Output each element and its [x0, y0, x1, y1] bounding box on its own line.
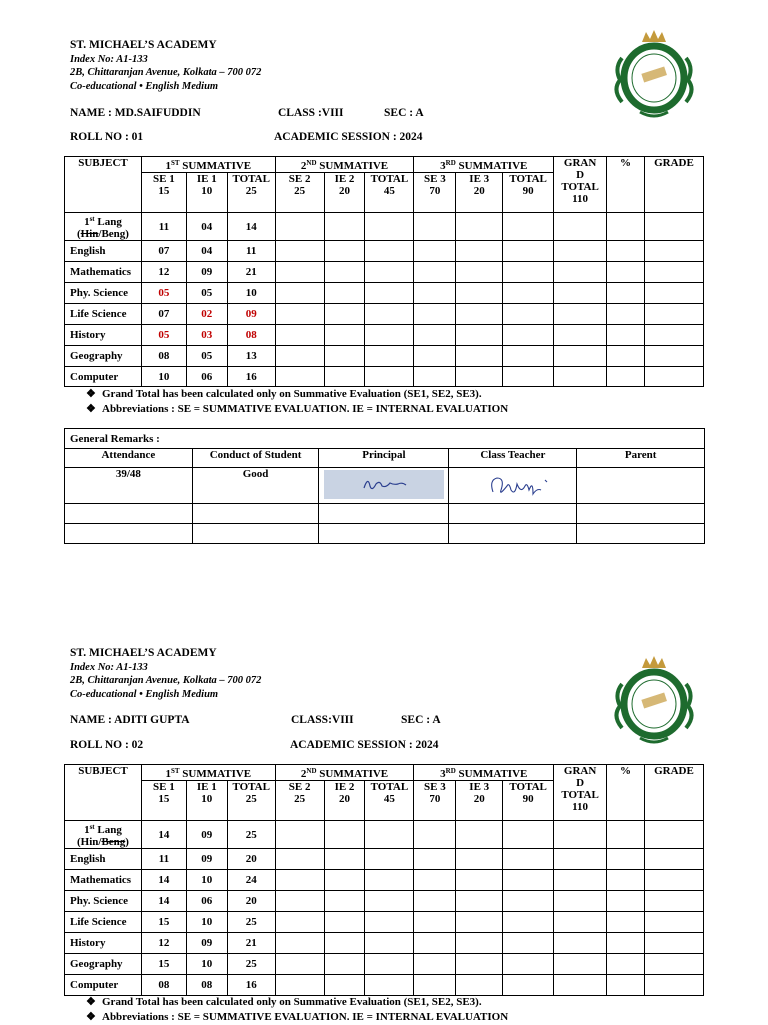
- cell-ie1: 09: [186, 849, 227, 870]
- cell-total1: 16: [227, 367, 275, 387]
- school-medium: Co-educational • English Medium: [70, 688, 219, 700]
- col-header-se1: SE 1 15: [141, 781, 186, 821]
- cell-se1: 11: [141, 213, 186, 241]
- roll-number: ROLL NO : 01: [70, 131, 144, 143]
- subject-name: Mathematics: [65, 262, 142, 283]
- table-row: [65, 346, 704, 367]
- cell-total1: 21: [227, 262, 275, 283]
- remarks-header-attendance: Attendance: [65, 449, 193, 468]
- cell-se1: 07: [141, 241, 186, 262]
- school-name: ST. MICHAEL’S ACADEMY: [70, 39, 217, 51]
- cell-se1: 14: [141, 870, 186, 891]
- principal-signature: [319, 468, 449, 504]
- subject-name: History: [65, 325, 142, 346]
- col-header-grand-total: GRAN D TOTAL 110: [554, 157, 607, 213]
- cell-se1: 14: [141, 821, 186, 849]
- school-address: 2B, Chittaranjan Avenue, Kolkata – 700 072: [70, 67, 262, 78]
- cell-ie1: 09: [186, 933, 227, 954]
- col-header-ie2: IE 2 20: [324, 781, 365, 821]
- table-row: [65, 262, 704, 283]
- cell-se1: 12: [141, 933, 186, 954]
- subject-name: Mathematics: [65, 870, 142, 891]
- student-section: SEC : A: [384, 107, 424, 119]
- cell-se1: 07: [141, 304, 186, 325]
- footnote-grand-total: ❖ Grand Total has been calculated only on Summative Evaluation (SE1, SE2, SE3).: [86, 996, 482, 1008]
- school-header: [70, 647, 261, 701]
- cell-se1: 08: [141, 975, 186, 996]
- col-header-se2: SE 2 25: [275, 173, 324, 213]
- academic-session: ACADEMIC SESSION : 2024: [290, 739, 439, 751]
- school-index: Index No: A1-133: [70, 53, 148, 65]
- col-header-ie1: IE 1 10: [186, 781, 227, 821]
- cell-ie1: 05: [186, 346, 227, 367]
- cell-se1: 05: [141, 283, 186, 304]
- table-row: [65, 912, 704, 933]
- footnotes: [86, 387, 508, 417]
- table-row: [65, 870, 704, 891]
- table-row: [65, 325, 704, 346]
- footnote-abbreviations: ❖ Abbreviations : SE = SUMMATIVE EVALUATION. IE = INTERNAL EVALUATION: [86, 1011, 509, 1023]
- col-header-ie1: IE 1 10: [186, 173, 227, 213]
- student-class: CLASS:VIII: [291, 714, 354, 726]
- marks-table: [64, 764, 704, 996]
- subject-name: 1st Lang (Hin/Beng): [65, 821, 142, 849]
- student-section: SEC : A: [401, 714, 441, 726]
- class-teacher-signature: [449, 468, 577, 504]
- cell-total1: 20: [227, 849, 275, 870]
- cell-ie1: 10: [186, 870, 227, 891]
- col-header-se3: SE 3 70: [414, 173, 456, 213]
- subject-name: 1st Lang (Hin/Beng): [65, 213, 142, 241]
- col-header-subject: SUBJECT: [65, 157, 142, 213]
- table-row: [65, 954, 704, 975]
- remarks-header-class-teacher: Class Teacher: [449, 449, 577, 468]
- col-header-ie3: IE 3 20: [456, 173, 503, 213]
- cell-ie1: 09: [186, 262, 227, 283]
- school-name: ST. MICHAEL’S ACADEMY: [70, 647, 217, 659]
- marks-table: [64, 156, 704, 387]
- remarks-header-conduct: Conduct of Student: [192, 449, 319, 468]
- cell-total1: 14: [227, 213, 275, 241]
- school-address: 2B, Chittaranjan Avenue, Kolkata – 700 072: [70, 675, 262, 686]
- cell-ie1: 05: [186, 283, 227, 304]
- subject-name: Geography: [65, 954, 142, 975]
- cell-ie1: 08: [186, 975, 227, 996]
- cell-se1: 05: [141, 325, 186, 346]
- cell-total1: 21: [227, 933, 275, 954]
- cell-ie1: 04: [186, 213, 227, 241]
- school-medium: Co-educational • English Medium: [70, 80, 219, 92]
- table-row: [65, 933, 704, 954]
- cell-total1: 10: [227, 283, 275, 304]
- table-row: [65, 241, 704, 262]
- col-header-1st-summative: 1ST SUMMATIVE: [141, 157, 275, 173]
- col-header-se1: SE 1 15: [141, 173, 186, 213]
- roll-number: ROLL NO : 02: [70, 739, 144, 751]
- attendance-value: 39/48: [65, 468, 193, 504]
- cell-total1: 25: [227, 954, 275, 975]
- remarks-header-principal: Principal: [319, 449, 449, 468]
- table-row: [65, 213, 704, 241]
- cell-se1: 11: [141, 849, 186, 870]
- col-header-total3: TOTAL 90: [503, 781, 554, 821]
- col-header-total1: TOTAL 25: [227, 173, 275, 213]
- conduct-value: Good: [192, 468, 319, 504]
- col-header-se3: SE 3 70: [414, 781, 456, 821]
- subject-name: Phy. Science: [65, 283, 142, 304]
- cell-se1: 08: [141, 346, 186, 367]
- col-header-total1: TOTAL 25: [227, 781, 275, 821]
- table-row: [65, 849, 704, 870]
- cell-ie1: 06: [186, 367, 227, 387]
- cell-ie1: 03: [186, 325, 227, 346]
- cell-total1: 25: [227, 912, 275, 933]
- school-crest-logo: [612, 654, 696, 750]
- cell-ie1: 06: [186, 891, 227, 912]
- col-header-3rd-summative: 3RD SUMMATIVE: [414, 157, 554, 173]
- col-header-2nd-summative: 2ND SUMMATIVE: [275, 157, 414, 173]
- col-header-total2: TOTAL 45: [365, 173, 414, 213]
- subject-name: Life Science: [65, 912, 142, 933]
- subject-name: Geography: [65, 346, 142, 367]
- col-header-percent: %: [607, 157, 645, 213]
- cell-ie1: 09: [186, 821, 227, 849]
- general-remarks-label: General Remarks :: [65, 429, 705, 449]
- school-header: [70, 39, 261, 93]
- subject-name: English: [65, 849, 142, 870]
- table-row: [65, 891, 704, 912]
- academic-session: ACADEMIC SESSION : 2024: [274, 131, 423, 143]
- table-row: [65, 975, 704, 996]
- col-header-percent: %: [607, 765, 645, 821]
- col-header-3rd-summative: 3RD SUMMATIVE: [414, 765, 554, 781]
- cell-ie1: 10: [186, 954, 227, 975]
- parent-signature: [577, 468, 705, 504]
- col-header-2nd-summative: 2ND SUMMATIVE: [275, 765, 414, 781]
- student-class: CLASS :VIII: [278, 107, 344, 119]
- student-name: NAME : ADITI GUPTA: [70, 714, 190, 726]
- cell-total1: 25: [227, 821, 275, 849]
- cell-total1: 16: [227, 975, 275, 996]
- table-row: [65, 367, 704, 387]
- cell-total1: 09: [227, 304, 275, 325]
- footnote-abbreviations: ❖ Abbreviations : SE = SUMMATIVE EVALUATION. IE = INTERNAL EVALUATION: [86, 403, 509, 415]
- subject-name: History: [65, 933, 142, 954]
- remarks-table: [64, 428, 705, 544]
- school-index: Index No: A1-133: [70, 661, 148, 673]
- col-header-total3: TOTAL 90: [503, 173, 554, 213]
- col-header-subject: SUBJECT: [65, 765, 142, 821]
- cell-ie1: 02: [186, 304, 227, 325]
- cell-se1: 12: [141, 262, 186, 283]
- table-row: [65, 283, 704, 304]
- cell-total1: 13: [227, 346, 275, 367]
- student-name: NAME : MD.SAIFUDDIN: [70, 107, 201, 119]
- cell-total1: 24: [227, 870, 275, 891]
- cell-se1: 15: [141, 954, 186, 975]
- footnote-grand-total: ❖ Grand Total has been calculated only on Summative Evaluation (SE1, SE2, SE3).: [86, 388, 482, 400]
- subject-name: Phy. Science: [65, 891, 142, 912]
- cell-ie1: 10: [186, 912, 227, 933]
- col-header-se2: SE 2 25: [275, 781, 324, 821]
- cell-ie1: 04: [186, 241, 227, 262]
- subject-name: Computer: [65, 975, 142, 996]
- cell-total1: 08: [227, 325, 275, 346]
- col-header-grade: GRADE: [644, 157, 703, 213]
- subject-name: Computer: [65, 367, 142, 387]
- subject-name: English: [65, 241, 142, 262]
- table-row: [65, 821, 704, 849]
- table-row: [65, 304, 704, 325]
- cell-se1: 10: [141, 367, 186, 387]
- footnotes: [86, 995, 508, 1025]
- school-crest-logo: [612, 28, 696, 124]
- col-header-1st-summative: 1ST SUMMATIVE: [141, 765, 275, 781]
- cell-total1: 20: [227, 891, 275, 912]
- col-header-total2: TOTAL 45: [365, 781, 414, 821]
- subject-name: Life Science: [65, 304, 142, 325]
- cell-total1: 11: [227, 241, 275, 262]
- cell-se1: 14: [141, 891, 186, 912]
- col-header-ie2: IE 2 20: [324, 173, 365, 213]
- cell-se1: 15: [141, 912, 186, 933]
- col-header-grade: GRADE: [644, 765, 703, 821]
- col-header-ie3: IE 3 20: [456, 781, 503, 821]
- col-header-grand-total: GRAN D TOTAL 110: [554, 765, 607, 821]
- remarks-header-parent: Parent: [577, 449, 705, 468]
